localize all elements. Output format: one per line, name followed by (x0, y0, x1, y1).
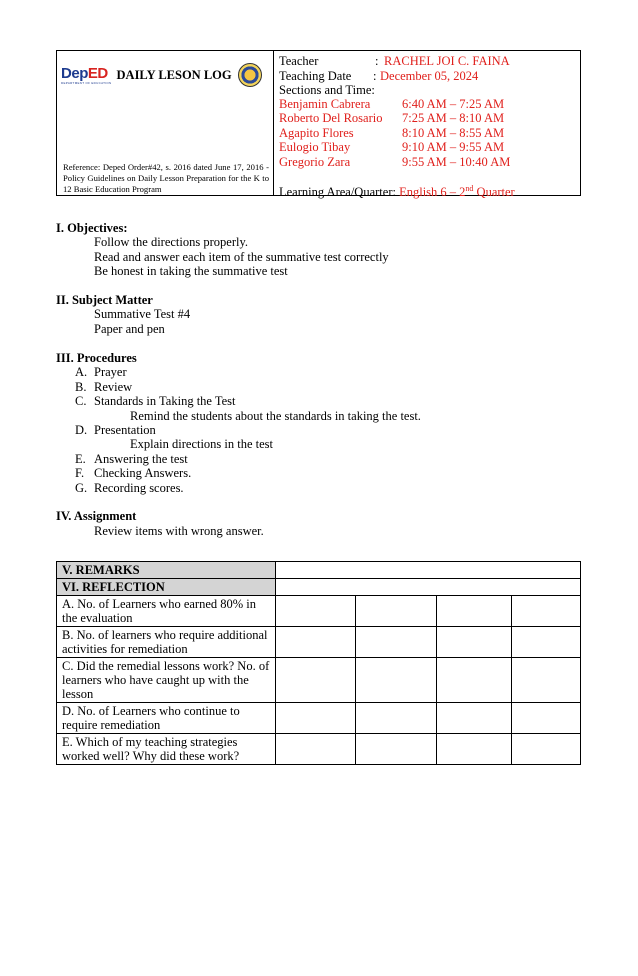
table-cell[interactable] (437, 627, 512, 658)
table-cell[interactable] (512, 734, 581, 765)
table-cell[interactable] (512, 627, 581, 658)
section-name: Benjamin Cabrera (279, 97, 371, 111)
procedures-heading: III. Procedures (56, 351, 137, 365)
objectives-heading: I. Objectives: (56, 221, 128, 235)
reference-note: Reference: Deped Order#42, s. 2016 dated June 17, 2016 - Policy Guidelines on Daily Lesson Preparation for the K to 12 Basic Education Program (63, 162, 269, 194)
table-row (57, 734, 581, 765)
table-cell[interactable] (356, 734, 437, 765)
teacher-label: Teacher (279, 54, 319, 68)
section-time: 9:10 AM – 9:55 AM (402, 140, 505, 154)
procedure-letter: E. (75, 452, 86, 466)
table-cell[interactable] (356, 627, 437, 658)
section-time: 9:55 AM – 10:40 AM (402, 155, 511, 169)
learning-area-label: Learning Area/Quarter: (279, 185, 396, 200)
table-cell[interactable] (275, 627, 356, 658)
row-label: D. No. of Learners who continue to require remediation (57, 703, 276, 734)
objective-item: Read and answer each item of the summative test correctly (94, 250, 389, 264)
procedure-item: Prayer (94, 365, 127, 379)
area-value-text: English 6 – 2 (399, 185, 466, 200)
table-row (57, 596, 581, 627)
remarks-row (57, 562, 581, 579)
logo-subtext: DEPARTMENT OF EDUCATION (61, 80, 112, 85)
learning-area-value (399, 185, 515, 199)
teacher-name: RACHEL JOI C. FAINA (384, 54, 510, 68)
row-label: E. Which of my teaching strategies worked well? Why did these work? (57, 734, 276, 765)
table-row (57, 658, 581, 703)
procedure-letter: C. (75, 394, 87, 408)
procedure-letter: F. (75, 466, 85, 480)
table-cell[interactable] (512, 658, 581, 703)
row-label: B. No. of learners who require additional activities for remediation (57, 627, 276, 658)
section-name: Gregorio Zara (279, 155, 351, 169)
area-suffix: Quarter (473, 185, 515, 200)
header-right-cell (274, 51, 580, 200)
table-row (57, 703, 581, 734)
table-cell[interactable] (437, 596, 512, 627)
reflection-cell[interactable] (275, 579, 580, 596)
teacher-separator: : (375, 54, 379, 68)
procedure-detail: Explain directions in the test (130, 437, 274, 451)
remarks-label: V. REMARKS (57, 562, 276, 579)
header-table (56, 50, 581, 200)
assignment-item: Review items with wrong answer. (94, 524, 264, 538)
section-name: Eulogio Tibay (279, 140, 351, 154)
table-row (57, 627, 581, 658)
table-cell[interactable] (437, 658, 512, 703)
reflection-table (56, 561, 581, 765)
subject-matter-item: Paper and pen (94, 322, 165, 336)
section-name: Agapito Flores (279, 126, 354, 140)
procedure-item: Review (94, 380, 133, 394)
logo-de: De (61, 64, 80, 82)
subject-matter-heading: II. Subject Matter (56, 293, 153, 307)
table-cell[interactable] (356, 703, 437, 734)
table-cell[interactable] (437, 734, 512, 765)
procedure-item: Checking Answers. (94, 466, 192, 480)
table-cell[interactable] (512, 596, 581, 627)
procedure-letter: G. (75, 481, 88, 495)
assignment-heading: IV. Assignment (56, 509, 137, 523)
reflection-label: VI. REFLECTION (57, 579, 276, 596)
procedure-item: Presentation (94, 423, 156, 437)
section-name: Roberto Del Rosario (279, 111, 383, 125)
school-seal-icon (238, 63, 262, 87)
procedure-item: Recording scores. (94, 481, 184, 495)
subject-matter-item: Summative Test #4 (94, 307, 191, 321)
date-label: Teaching Date (279, 69, 352, 83)
document-title: DAILY LESON LOG (116, 67, 232, 82)
table-cell[interactable] (275, 658, 356, 703)
table-cell[interactable] (512, 703, 581, 734)
table-cell[interactable] (356, 658, 437, 703)
logo-ed: ED (87, 64, 108, 82)
section-time: 8:10 AM – 8:55 AM (402, 126, 505, 140)
table-cell[interactable] (356, 596, 437, 627)
row-label: A. No. of Learners who earned 80% in the evaluation (57, 596, 276, 627)
date-row (279, 69, 479, 83)
header-left-cell (57, 51, 274, 195)
date-separator: : (373, 69, 377, 83)
procedure-letter: D. (75, 423, 88, 437)
remarks-cell[interactable] (275, 562, 580, 579)
table-cell[interactable] (275, 703, 356, 734)
table-cell[interactable] (275, 734, 356, 765)
learning-area-row (279, 182, 515, 199)
teacher-row (279, 54, 510, 68)
teaching-date: December 05, 2024 (380, 69, 479, 83)
procedure-letter: A. (75, 365, 88, 379)
row-label: C. Did the remedial lessons work? No. of learners who have caught up with the lesson (57, 658, 276, 703)
reflection-row (57, 579, 581, 596)
area-superscript: nd (465, 184, 474, 193)
logo-p: p (79, 64, 88, 82)
objective-item: Be honest in taking the summative test (94, 264, 288, 278)
table-cell[interactable] (275, 596, 356, 627)
objective-item: Follow the directions properly. (94, 235, 249, 249)
table-cell[interactable] (437, 703, 512, 734)
procedure-item: Standards in Taking the Test (94, 394, 236, 408)
section-time: 7:25 AM – 8:10 AM (402, 111, 505, 125)
procedure-detail: Remind the students about the standards in taking the test. (130, 409, 421, 423)
procedure-letter: B. (75, 380, 87, 394)
section-time: 6:40 AM – 7:25 AM (402, 97, 505, 111)
logo-row (61, 63, 262, 87)
procedure-item: Answering the test (94, 452, 188, 466)
deped-logo (61, 66, 112, 85)
sections-label: Sections and Time: (279, 83, 375, 97)
